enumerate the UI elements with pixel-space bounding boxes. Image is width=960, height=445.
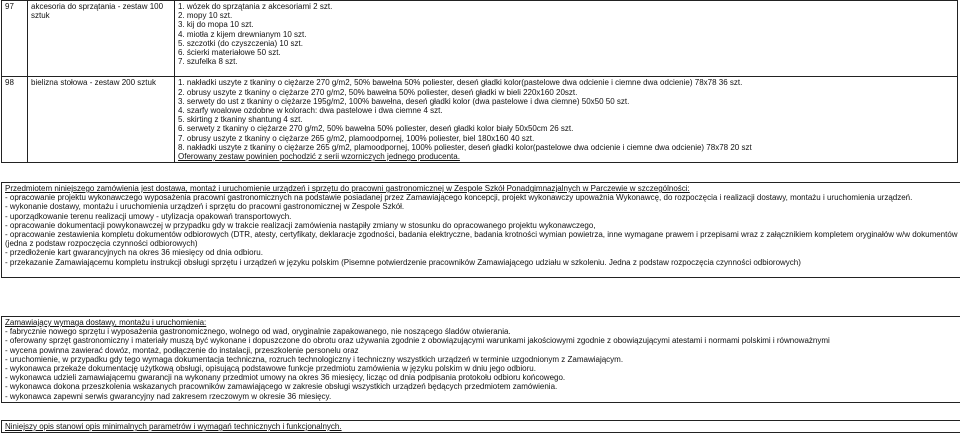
- list-item: - wykonawca zapewni serwis gwarancyjny nad zakresem rzeczowym w okresie 36 miesięcy.: [5, 391, 332, 401]
- row-items: [175, 77, 958, 163]
- list-item: - przekazanie Zamawiającemu kompletu instrukcji obsługi sprzętu i urządzeń w języku polskim (Pisemne potwierdzenie pracowników Zamawiającego udziału w szkoleniu. Jedna z podstaw rozpoczęcia czynności odbiorowych): [5, 257, 801, 267]
- scope-heading: Przedmiotem niniejszego zamówienia jest dostawa, montaż i uruchomienie urządzeń i sprzętu do pracowni gastronomicznej w Zespole Szkół Ponadgimnazjalnych w Parczewie w szczególności:: [5, 184, 690, 193]
- requirements-heading: Zamawiający wymaga dostawy, montażu i uruchomienia:: [5, 318, 207, 327]
- row-number: 98: [2, 77, 28, 163]
- list-item: - opracowanie projektu wykonawczego wyposażenia pracowni gastronomicznych na podstawie posiadanej przez Zamawiającego koncepcji, projekt wykonawczy upoważnia Wykonawcę, do rozpoczęcia i realizacji dostawy, montażu i uruchomienia urządzeń.: [5, 193, 913, 203]
- list-item: - wykonawca dokona przeszkolenia wskazanych pracowników zamawiającego w zakresie obsługi wszystkich urządzeń będących przedmiotem zamówienia.: [5, 382, 558, 392]
- table-row: [2, 77, 958, 163]
- row-number: 97: [2, 1, 28, 77]
- list-item: - uporządkowanie terenu realizacji umowy - utylizacja opakowań transportowych.: [5, 211, 292, 221]
- list-item: 7. obrusy uszyte z tkaniny o ciężarze 265 g/m2, plamoodpornej, 100% poliester, biel 180x160 40 szt.: [178, 133, 535, 143]
- list-item: 8. nakładki uszyte z tkaniny o ciężarze 265 g/m2, plamoodpornej, 100% poliester, deseń gładki kolor(pastelowe dwa odcienie i ciemne dwa odcienie) 78x78 20 szt: [178, 142, 752, 152]
- list-item: 6. ścierki materiałowe 50 szt.: [178, 48, 281, 58]
- list-item: 2. obrusy uszyte z tkaniny o ciężarze 270 g/m2, 50% bawełna 50% poliester, deseń gładki w bieli 220x160 20szt.: [178, 87, 578, 97]
- list-item: - wycena powinna zawierać dowóz, montaż, podłączenie do instalacji, przeszkolenie personelu oraz: [5, 345, 359, 355]
- table-row: [2, 1, 958, 77]
- list-item: 3. serwety do ust z tkaniny o ciężarze 195g/m2, 100% bawełna, deseń gładki kolor (dwa pastelowe i dwa ciemne) 50x50 50 szt.: [178, 96, 630, 106]
- list-item: 5. szczotki (do czyszczenia) 10 szt.: [178, 38, 303, 48]
- list-item: - opracowanie dokumentacji powykonawczej w przypadku gdy w trakcie realizacji zamówienia nastąpiły zmiany w stosunku do opracowanego projektu wykonawczego,: [5, 220, 596, 230]
- row-name: akcesoria do sprzątania - zestaw 100 sztuk: [28, 1, 175, 77]
- list-item: - wykonawca udzieli zamawiającemu gwarancji na wykonany przedmiot umowy na okres 36 miesięcy, licząc od dnia podpisania protokołu odbioru końcowego.: [5, 373, 566, 383]
- list-item: - opracowanie zestawienia kompletu dokumentów odbiorowych (DTR, atesty, certyfikaty, deklaracje zgodności, badania elektryczne, badania krotności wymian powietrza, inne wymagane prawem i przepisami wraz z załącznikiem kompletem oryginałów w/w dokumentów (jedna z podstaw rozpoczęcia czynności odbiorowych): [5, 230, 958, 249]
- list-item: 3. kij do mopa 10 szt.: [178, 20, 254, 30]
- list-item: 4. szarfy woalowe ozdobne w kolorach: dwa pastelowe i dwa ciemne 4 szt.: [178, 106, 443, 116]
- row-name: bielizna stołowa - zestaw 200 sztuk: [28, 77, 175, 163]
- list-item: - oferowany sprzęt gastronomiczny i materiały muszą być wykonane i dopuszczone do obrotu oraz używania zgodnie z obowiązującymi warunkami jakościowymi zgodnie z obowiązującymi atestami i normami polskimi i równoważnymi: [5, 336, 830, 346]
- list-item: 6. serwety z tkaniny o ciężarze 270 g/m2, 50% bawełna 50% poliester, deseń gładki kolor biały 50x50cm 26 szt.: [178, 124, 574, 134]
- footer-note: [1, 420, 960, 433]
- footer-text: Niniejszy opis stanowi opis minimalnych parametrów i wymagań technicznych i funkcjonalnych.: [5, 422, 342, 431]
- list-item: - wykonawca przekaże dokumentację użytkową obsługi, opisującą podstawowe funkcje przedmiotu zamówienia w języku polskim w dniu jego odbioru.: [5, 364, 536, 374]
- row-note: Oferowany zestaw powinien pochodzić z serii wzorniczych jednego producenta.: [178, 152, 460, 162]
- list-item: 2. mopy 10 szt.: [178, 11, 233, 21]
- list-item: - wykonanie dostawy, montażu i uruchomienia urządzeń i sprzętu do pracowni gastronomicznej w Zespole Szkół.: [5, 202, 405, 212]
- items-table: [1, 0, 958, 163]
- list-item: - fabrycznie nowego sprzętu i wyposażenia gastronomicznego, wolnego od wad, oryginalnie zapakowanego, nie noszącego śladów otwierania.: [5, 327, 511, 337]
- row-items: [175, 1, 958, 77]
- requirements-section: [1, 316, 960, 403]
- list-item: - przedłożenie kart gwarancyjnych na okres 36 miesięcy od dnia odbioru.: [5, 248, 263, 258]
- list-item: 1. wózek do sprzątania z akcesoriami 2 szt.: [178, 2, 333, 11]
- scope-section: [1, 182, 960, 278]
- list-item: 1. nakładki uszyte z tkaniny o ciężarze 270 g/m2, 50% bawełna 50% poliester, deseń gładki kolor(pastelowe dwa odcienie i ciemne dwa odcienie) 78x78 36 szt.: [178, 78, 743, 88]
- list-item: 5. skirting z tkaniny shantung 4 szt.: [178, 115, 303, 125]
- list-item: 7. szufelka 8 szt.: [178, 57, 238, 67]
- list-item: - uruchomienie, w przypadku gdy tego wymaga dokumentacja techniczna, rozruch technologiczny i techniczny wszystkich urządzeń w terminie uzgodnionym z Zamawiającym.: [5, 354, 624, 364]
- list-item: 4. miotła z kijem drewnianym 10 szt.: [178, 29, 307, 39]
